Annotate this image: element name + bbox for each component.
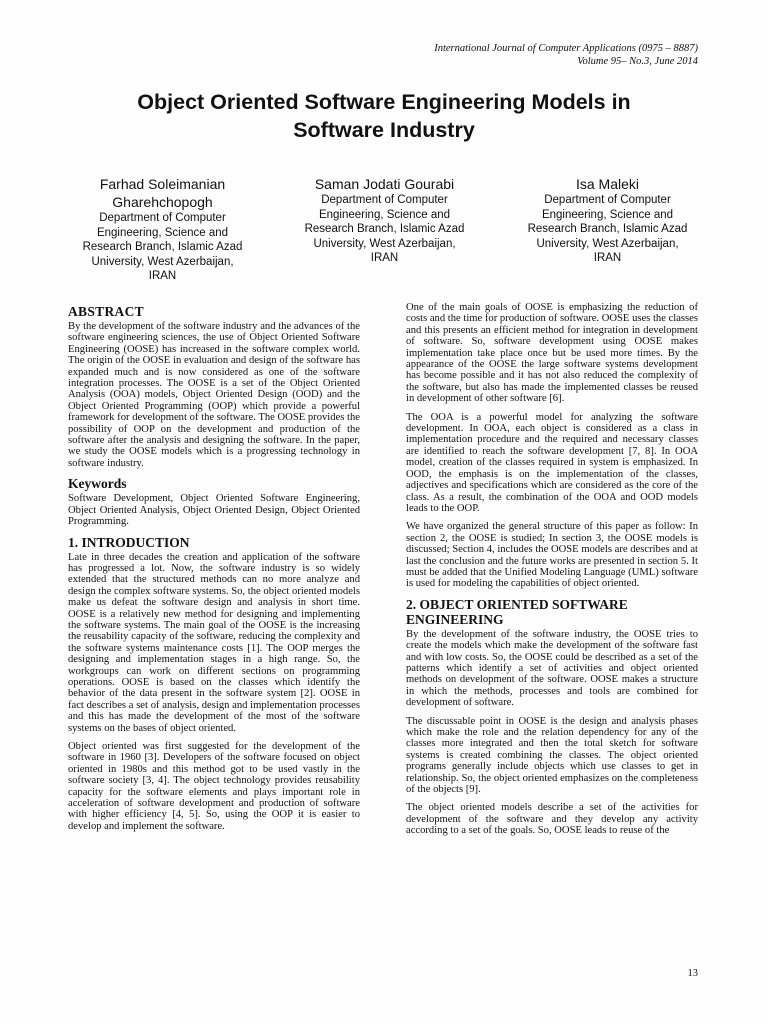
section-2-heading-line-1: 2. OBJECT ORIENTED SOFTWARE [406, 596, 628, 612]
author-affiliation [282, 193, 487, 266]
author-name: Saman Jodati Gourabi [314, 176, 455, 192]
keywords-heading: Keywords [68, 476, 127, 492]
body-paragraph-1: One of the main goals of OOSE is emphasizing the reduction of costs and the time for production of software. OOSE uses the classes and this presents an efficient method for integration in development of software. So, software development using OOSE makes implementation take place once but be used more times. By the appearance of the OOSE the large software systems development has become possible and it has not also reduced the complexity of the software, but also has made the implemented classes be reused in development of other software [6]. [406, 302, 698, 405]
paper-title [60, 88, 708, 144]
body-paragraph-3: We have organized the general structure of this paper as follow: In section 2, the OOSE is studied; In section 3, the OOSE models is discussed; Section 4, includes the OOSE models are describes and at last the conclusion and the future works are presented in section 5. It must be added that the Unified Modeling Language (UML) software is used for modeling the capabilities of object oriented. [406, 521, 698, 590]
section-2-heading-line-2: ENGINEERING [406, 611, 504, 627]
author-name: Farhad Soleimanian [99, 176, 226, 192]
section-2-paragraph-2: The discussable point in OOSE is the design and analysis phases which make the role and the relation dependency for any of the classes more integrated and then the total sketch for software systems is created combining the classes. The object oriented programs generally include objects which use classes to get in relationship. So, the object oriented emphasizes on the completeness of the objects [9]. [406, 715, 698, 796]
intro-paragraph-1: Late in three decades the creation and application of the software has progressed a lot. Now, the software industry is so widely extended that the structured methods can no more analyze and design the complex software systems. So, the object oriented models make us defeat the software design and analysis in short time. OOSE is a relatively new method for designing and implementing the software systems. The main goal of the OOSE is the increasing the reusability capacity of the software, reducing the complexity and the software systems maintenance costs [1]. The OOP merges the designing and implementation stages in a high range. So, the workgroups can work on different sections on programming operations. OOSE is based on the classes which identify the behavior of the data present in the software system [2]. OOSE in fact describes a set of analysis, design and implementation processes and this has made the development of the most of the software systems on the bases of object oriented. [68, 551, 360, 734]
right-column [406, 302, 698, 844]
author-affiliation [60, 211, 265, 284]
aff-line: Engineering, Science and [541, 208, 674, 221]
aff-line: Department of Computer [544, 194, 671, 206]
journal-volume: Volume 95– No.3, June 2014 [577, 56, 698, 67]
aff-line: Department of Computer [99, 212, 226, 224]
aff-line: Research Branch, Islamic Azad [527, 223, 688, 235]
author-1 [60, 175, 265, 284]
author-name: Isa Maleki [575, 176, 640, 192]
author-affiliation [505, 193, 710, 266]
section-2-paragraph-1: By the development of the software industry, the OOSE tries to create the models which make the development of the software fast and with low costs. So, the OOSE could be described as a set of the patterns which identify a set of activities and object oriented methods on development of the software. OOSE makes a structure in which the methods, processes and tools are combined for development of software. [406, 628, 698, 709]
journal-header [434, 42, 698, 68]
abstract-heading: ABSTRACT [68, 304, 144, 319]
section-2-heading [406, 597, 698, 627]
aff-line: University, West Azerbaijan, [313, 237, 456, 250]
aff-line: IRAN [148, 270, 177, 282]
page-number: 13 [687, 968, 698, 979]
aff-line: Engineering, Science and [318, 208, 451, 221]
author-name-cont: Gharehchopogh [112, 194, 213, 210]
section-2-paragraph-3: The object oriented models describe a set of the activities for development of the software and they develop any activity according to a set of the goals. So, OOSE leads to reuse of the [406, 802, 698, 837]
left-column [68, 302, 360, 839]
keywords-text: Software Development, Object Oriented Software Engineering, Object Oriented Analysis, Object Oriented Design, Object Oriented Programming. [68, 493, 360, 528]
author-2 [282, 175, 487, 266]
body-paragraph-2: The OOA is a powerful model for analyzing the software development. In OOA, each object is considered as a class in implementation procedure and the required and necessary classes are identified to reach the software development [7, 8]. In OOA model, creation of the classes required in system is emphasized. In OOD, the emphasis is on the implementation of the classes, adjectives and specifications which are considered as the core of the class. As a result, the combination of the OOA and OOD models leads to the OOP. [406, 411, 698, 514]
intro-paragraph-2: Object oriented was first suggested for the development of the software in 1960 [3]. Developers of the software focused on object oriented in 1980s and this method got to be used vastly in the software society [3, 4]. The object technology provides reusability capacity for the software elements and plays important role in acceleration of software development and production of software with higher efficiency [4, 5]. So, using the OOP it is easier to develop and implement the software. [68, 741, 360, 832]
aff-line: Department of Computer [321, 194, 448, 206]
journal-name: International Journal of Computer Applications (0975 – 8887) [434, 43, 698, 54]
author-3 [505, 175, 710, 266]
aff-line: IRAN [593, 252, 622, 264]
title-line-1: Object Oriented Software Engineering Models in [137, 90, 631, 114]
abstract-text: By the development of the software industry and the advances of the software engineering sciences, the use of Object Oriented Software Engineering (OOSE) has increased in the software complex world. The origin of the OOSE in evaluation and design of the software has expanded much and is now considered as one of the software integration processes. The OOSE is a set of the Object Oriented Analysis (OOA) models, Object Oriented Design (OOD) and the Object Oriented Programming (OOP) which provide a powerful framework for development of the software. The OOSE provides the possibility of OOP on the development and production of the software after the analysis and designing the software. In the paper, we study the OOSE models which is a progressing technology in software industry. [68, 321, 360, 469]
aff-line: IRAN [370, 252, 399, 264]
aff-line: Research Branch, Islamic Azad [304, 223, 465, 235]
aff-line: Research Branch, Islamic Azad [82, 241, 243, 253]
introduction-heading: 1. INTRODUCTION [68, 534, 190, 550]
aff-line: University, West Azerbaijan, [536, 237, 679, 250]
title-line-2: Software Industry [293, 118, 475, 142]
aff-line: University, West Azerbaijan, [91, 255, 234, 268]
aff-line: Engineering, Science and [96, 226, 229, 239]
